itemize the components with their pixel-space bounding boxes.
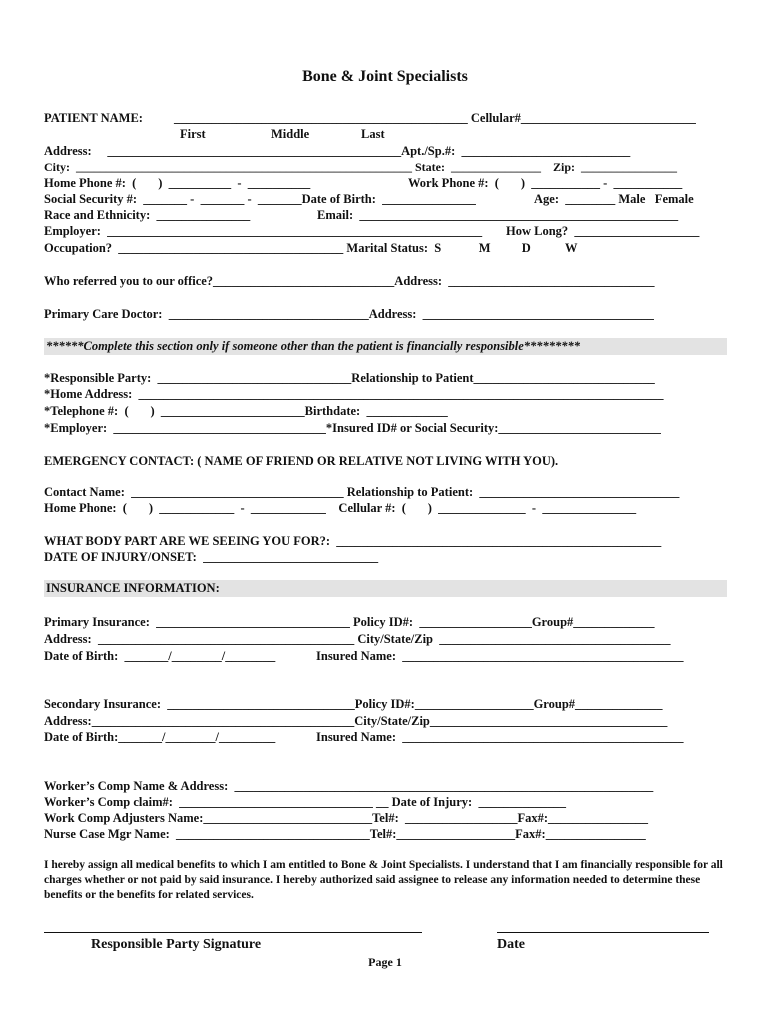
city-state-zip-field[interactable]: City: ________________________________________________________ State: _______________ Zip: ________________: [44, 160, 677, 174]
secondary-insured-name-field[interactable]: Insured Name: _____________________________________________: [316, 730, 684, 744]
primary-insurance-field[interactable]: Primary Insurance: _______________________________ Policy ID#: __________________Group#_____________: [44, 615, 655, 629]
injury-date-field[interactable]: DATE OF INJURY/ONSET: ____________________________: [44, 550, 379, 564]
signature-label: Responsible Party Signature: [91, 937, 262, 952]
insurance-section-banner: [44, 580, 727, 597]
last-name-caption: Last: [361, 127, 385, 141]
workers-comp-claim-field[interactable]: Worker’s Comp claim#: _______________________________ __ Date of Injury: ______________: [44, 795, 566, 809]
emergency-phone-field[interactable]: Home Phone: ( ) ____________ - ____________ Cellular #: ( ) ______________ - _______________: [44, 501, 637, 515]
form-title: Bone & Joint Specialists: [302, 68, 468, 85]
body-part-field[interactable]: WHAT BODY PART ARE WE SEEING YOU FOR?: ____________________________________________________: [44, 534, 662, 548]
assignment-paragraph: I hereby assign all medical benefits to which I am entitled to Bone & Joint Specialists. I understand that I am financially responsible for all charges whether or not paid by said insurance. I hereby authorized said assignee to release any information needed to determine these benefits or the benefits for related services.: [44, 859, 723, 901]
primary-insured-name-field[interactable]: Insured Name: _____________________________________________: [316, 649, 684, 663]
ssn-dob-field[interactable]: Social Security #: _______ - _______ - _______Date of Birth: _______________: [44, 192, 476, 206]
occupation-marital-field[interactable]: Occupation? ____________________________________ Marital Status: S M D W: [44, 241, 578, 255]
insurance-heading: INSURANCE INFORMATION:: [46, 581, 220, 595]
employer-insured-field[interactable]: *Employer: __________________________________*Insured ID# or Social Security:__________________________: [44, 421, 661, 435]
primary-care-field[interactable]: Primary Care Doctor: ________________________________Address: _____________________________________: [44, 307, 654, 321]
home-address-field[interactable]: *Home Address: ____________________________________________________________________________________: [44, 387, 664, 401]
telephone-birthdate-field[interactable]: *Telephone #: ( ) _______________________Birthdate: _____________: [44, 404, 448, 418]
primary-address-field[interactable]: Address: _________________________________________ City/State/Zip _____________________________________: [44, 632, 671, 646]
email-field[interactable]: Email: ___________________________________________________: [317, 208, 679, 222]
secondary-address-field[interactable]: Address:__________________________________________City/State/Zip______________________________________: [44, 714, 668, 728]
signature-line[interactable]: [44, 932, 422, 933]
primary-dob-field[interactable]: Date of Birth: _______/________/________: [44, 649, 276, 663]
financial-section-banner: [44, 338, 727, 355]
patient-name-label: PATIENT NAME:: [44, 111, 143, 125]
how-long-field[interactable]: How Long? ____________________: [506, 224, 700, 238]
secondary-insurance-field[interactable]: Secondary Insurance: ______________________________Policy ID#:___________________Group#______________: [44, 697, 663, 711]
emergency-heading: EMERGENCY CONTACT: ( NAME OF FRIEND OR RELATIVE NOT LIVING WITH YOU).: [44, 454, 559, 468]
first-name-caption: First: [180, 127, 206, 141]
address-field[interactable]: Address: _______________________________________________Apt./Sp.#: ___________________________: [44, 144, 631, 158]
adjuster-field[interactable]: Work Comp Adjusters Name:___________________________Tel#: __________________Fax#:________________: [44, 811, 649, 825]
page-number: Page 1: [368, 955, 402, 969]
secondary-dob-field[interactable]: Date of Birth:_______/________/_________: [44, 730, 276, 744]
home-phone-field[interactable]: Home Phone #: ( ) __________ - __________: [44, 176, 311, 190]
financial-banner-text: ******Complete this section only if someone other than the patient is financially responsible*********: [46, 339, 581, 353]
responsible-party-field[interactable]: *Responsible Party: _______________________________Relationship to Patient_____________________________: [44, 371, 655, 385]
work-phone-field[interactable]: Work Phone #: ( ) ___________ - ___________: [408, 176, 683, 190]
race-ethnicity-field[interactable]: Race and Ethnicity: _______________: [44, 208, 251, 222]
date-line[interactable]: [497, 932, 709, 933]
nurse-case-mgr-field[interactable]: Nurse Case Mgr Name: _______________________________Tel#:___________________Fax#:________________: [44, 827, 646, 841]
date-label: Date: [497, 937, 525, 952]
workers-comp-name-field[interactable]: Worker’s Comp Name & Address: ___________________________________________________________________: [44, 779, 654, 793]
referred-by-field[interactable]: Who referred you to our office?_____________________________Address: _________________________________: [44, 274, 655, 288]
middle-name-caption: Middle: [271, 127, 310, 141]
patient-name-field[interactable]: _______________________________________________ Cellular#____________________________: [174, 111, 696, 125]
contact-name-field[interactable]: Contact Name: __________________________________ Relationship to Patient: ________________________________: [44, 485, 680, 499]
age-sex-field[interactable]: Age: ________ Male Female: [534, 192, 694, 206]
employer-field[interactable]: Employer: ____________________________________________________________: [44, 224, 483, 238]
